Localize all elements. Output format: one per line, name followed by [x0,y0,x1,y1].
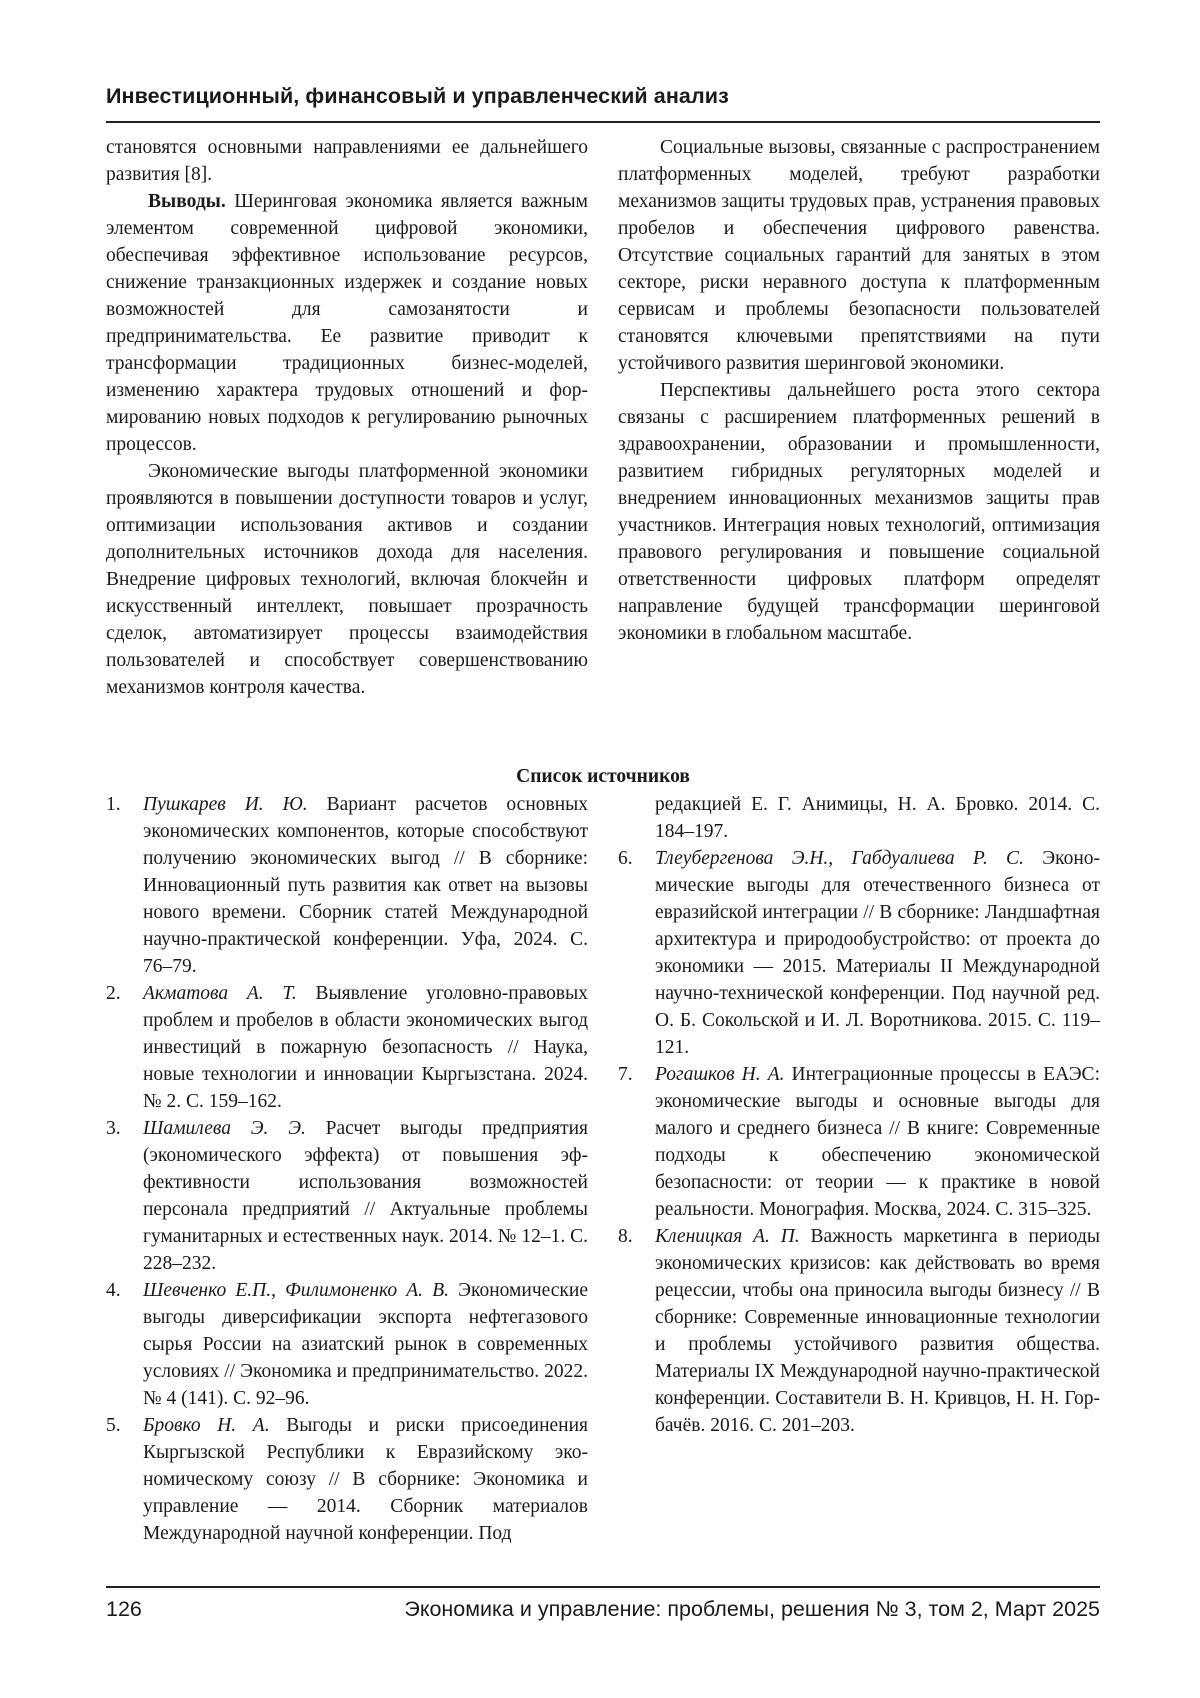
page-number: 126 [106,1597,142,1621]
page-footer [106,1597,1100,1631]
paragraph [106,458,588,701]
paragraph [106,134,588,188]
body-column-right [618,134,1100,647]
reference-number: 8. [618,1226,633,1247]
paragraph-text: Экономические выгоды платформенной экономики проявляются в повышении доступности товаров и услуг, оптимизации использования активов и создании дополнительных источников дохода для населения. Внедрение цифровых технологий, включая блокчейн и искусственный интеллект, повышает прозрачность сделок, автоматизирует процессы взаимодействия пользователей и способствует совершенствованию механизмов контроля качества. [106,461,588,698]
paragraph-text: Шеринговая экономика является важным элементом современной цифровой экономики, обеспечивая эффективное использование ресурсов, снижение транзакционных издержек и создание новых возможностей для самозанятости и предпринимательства. Ее развитие приводит к трансформации традиционных бизнес-моделей, изменению характера трудовых отношений и формированию новых подходов к регулированию рыночных процессов. [106,191,588,455]
references-column-right [618,791,1100,1439]
reference-author: Шамилева Э. Э. [143,1118,306,1139]
references-column-left [106,791,588,1547]
reference-continuation: редакцией Е. Г. Анимицы, Н. А. Бровко. 2014. С. 184–197. [655,794,1100,842]
reference-author: Пушкарев И. Ю. [143,794,308,815]
reference-number: 3. [106,1118,121,1139]
reference-author: Кленицкая А. П. [655,1226,800,1247]
reference-number: 5. [106,1415,121,1436]
reference-item [618,1223,1100,1439]
paragraph-conclusions [106,188,588,458]
reference-text: Расчет выгоды предприятия (экономического эффекта) от повышения эффективности использования возможностей персонала предприятий // Актуальные проблемы гуманитарных и естественных наук. 2014. № 12–1. С. 228–232. [143,1118,588,1274]
reference-author: Акматова А. Т. [143,983,297,1004]
reference-number: 1. [106,794,121,815]
body-column-left [106,134,588,701]
footer-divider [106,1586,1100,1588]
reference-item [618,1061,1100,1223]
paragraph-text: Социальные вызовы, связанные с распространением платформенных моделей, требуют разработки механизмов защиты трудовых прав, устранения правовых пробелов и обеспечения цифрового равенства. Отсутствие социальных гарантий для занятых в этом секторе, риски неравного доступа к платформенным сервисам и проблемы безопасности пользователей становятся ключевыми препятствиями на пути устойчивого развития шеринговой экономики. [618,137,1100,374]
reference-item [106,980,588,1115]
reference-number: 7. [618,1064,633,1085]
reference-number: 6. [618,848,633,869]
paragraph [618,377,1100,647]
reference-text: Интеграционные процессы в ЕАЭС: экономические выгоды и основные выгоды для малого и среднего бизнеса // В книге: Современные подходы к обеспечению экономической безопасности: от теории — к практике в новой реальности. Монография. Москва, 2024. С. 315–325. [655,1064,1100,1220]
reference-item [106,791,588,980]
reference-text: Выявление уголовно-правовых проблем и пробелов в области экономических выгод инвестиций в пожарную безопасность // Наука, новые технологии и инновации Кыргызстана. 2024. № 2. С. 159–162. [143,983,588,1112]
reference-item [106,1115,588,1277]
reference-author: Бровко Н. А. [143,1415,270,1436]
journal-title: Экономика и управление: проблемы, решения № 3, том 2, Март 2025 [404,1597,1100,1621]
reference-item [618,845,1100,1061]
reference-item [106,1412,588,1547]
paragraph-text: Перспективы дальнейшего роста этого сектора связаны с расширением платформенных решений в здравоохранении, образовании и промышленности, развитием гибридных регуляторных моделей и внедрением инновационных механизмов защиты прав участников. Интеграция новых технологий, оптимизация правового регулирования и повышение социальной ответственности цифровых платформ определят направление будущей трансформации шеринговой экономики в глобальном масштабе. [618,380,1100,644]
references-heading: Список источников [516,766,690,787]
reference-text: Вариант расчетов основных экономических компонентов, которые способствуют получению экономических выгод // В сборнике: Инновационный путь развития как ответ на вызовы нового времени. Сборник статей Международной научно-практической конференции. Уфа, 2024. С. 76–79. [143,794,588,977]
header-divider [106,121,1100,123]
reference-author: Тлеубергенова Э.Н., Габдуалиева Р. С. [655,848,1024,869]
paragraph-text: становятся основными направлениями ее дальнейшего развития [8]. [106,137,588,185]
paragraph [618,134,1100,377]
reference-number: 4. [106,1280,121,1301]
reference-text: Экономические выгоды диверсификации экспорта нефтегазового сырья России на азиатский рынок в современных условиях // Экономика и предпринимательство. 2022. № 4 (141). С. 92–96. [143,1280,588,1409]
reference-text: Выгоды и риски присоединения Кыргызской Республики к Евразийскому экономическому союзу // В сборнике: Экономика и управление — 2014. Сборник материалов Международной научной конференции. Под [143,1415,589,1544]
reference-author: Шевченко Е.П., Филимоненко А. В. [143,1280,449,1301]
reference-author: Рогашков Н. А. [655,1064,785,1085]
reference-text: Экономические выгоды для отечественного бизнеса от евразийской интеграции // В сборнике: Ландшафтная архитектура и природообустройство: от проекта до экономики — 2015. Материалы II Международной научно-технической конференции. Под научной ред. О. Б. Сокольской и И. Л. Воротникова. 2015. С. 119–121. [655,848,1100,1058]
running-header: Инвестиционный, финансовый и управленческий анализ [106,84,729,108]
reference-text: Важность маркетинга в периоды экономических кризисов: как действовать во время рецессии, чтобы она приносила выгоды бизнесу // В сборнике: Современные инновационные технологии и проблемы устойчивого развития общества. Материалы IX Международной научно-практической конференции. Составители В. Н. Кривцов, Н. Н. Горбачёв. 2016. С. 201–203. [655,1226,1100,1436]
reference-item [106,1277,588,1412]
conclusions-lead: Выводы. [148,191,226,212]
reference-number: 2. [106,983,121,1004]
